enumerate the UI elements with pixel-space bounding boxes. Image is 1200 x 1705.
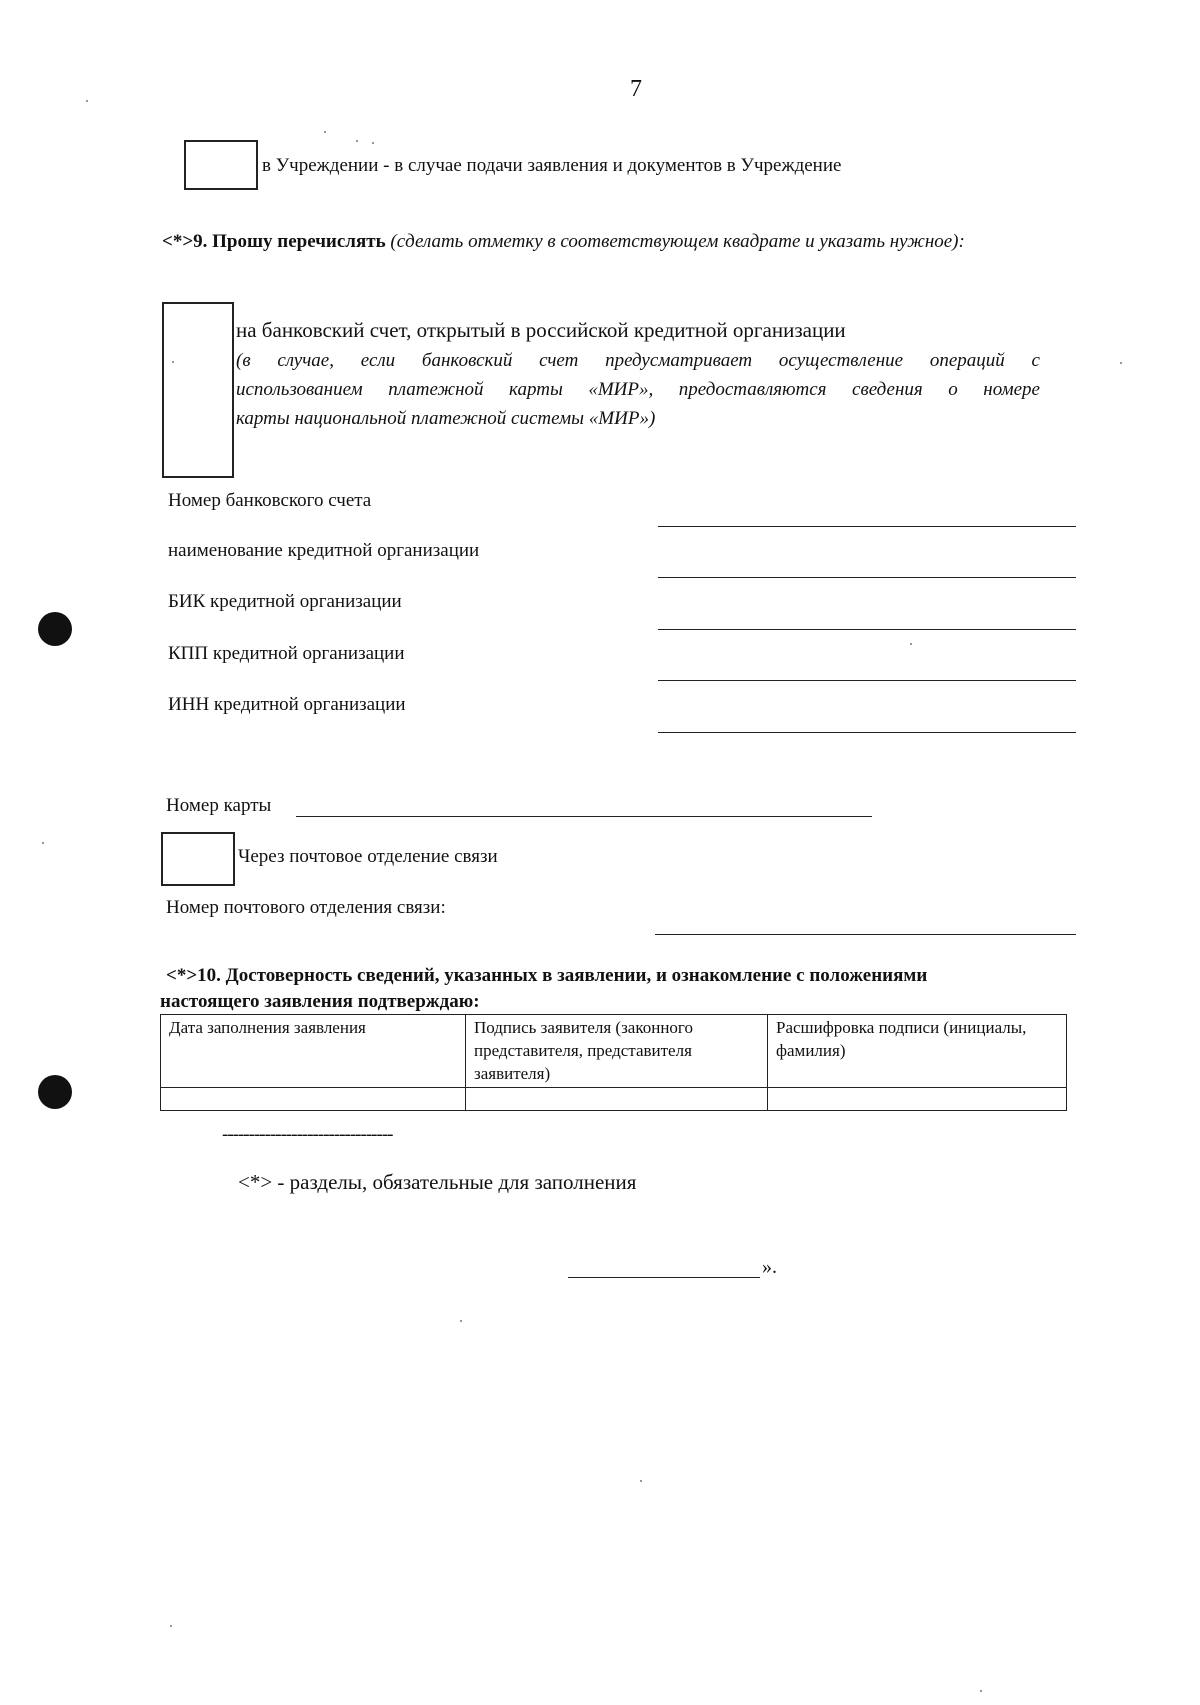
cell-date[interactable]	[161, 1088, 466, 1111]
cell-decryption[interactable]	[768, 1088, 1067, 1111]
section10-heading-line1: <*>10. Достоверность сведений, указанных в заявлении, и ознакомление с положениями	[166, 965, 928, 986]
field-label-kpp: КПП кредитной организации	[168, 643, 405, 664]
section9-heading-block	[162, 228, 1014, 255]
scan-speck	[910, 643, 912, 645]
field-label-account-number: Номер банковского счета	[168, 490, 372, 511]
header-decryption: Расшифровка подписи (инициалы, фамилия)	[768, 1015, 1067, 1088]
bank-account-checkbox[interactable]	[162, 302, 234, 478]
scan-speck	[356, 140, 358, 142]
footnote-separator: --------------------------------	[222, 1124, 393, 1145]
scan-speck	[980, 1690, 982, 1692]
institution-checkbox[interactable]	[184, 140, 258, 190]
field-label-bank-name: наименование кредитной организации	[168, 540, 480, 561]
post-office-number-label: Номер почтового отделения связи:	[166, 897, 446, 918]
field-label-inn: ИНН кредитной организации	[168, 694, 406, 715]
field-line-inn[interactable]	[658, 732, 1076, 733]
scan-speck	[324, 131, 326, 133]
field-label-bik: БИК кредитной организации	[168, 591, 402, 612]
card-number-line[interactable]	[296, 816, 872, 817]
bank-option-note-line1: (в случае, если банковский счет предусматривает осуществление операций с	[236, 350, 1040, 371]
scan-speck	[460, 1320, 462, 1322]
section9-note: (сделать отметку в соответствующем квадрате и указать нужное):	[390, 231, 965, 252]
scan-speck	[1120, 362, 1122, 364]
scan-speck	[172, 361, 174, 363]
bank-option-note-line2: использованием платежной карты «МИР», предоставляются сведения о номере	[236, 379, 1040, 400]
card-number-label: Номер карты	[166, 795, 272, 816]
scan-speck	[640, 1480, 642, 1482]
header-signature: Подпись заявителя (законного представителя, представителя заявителя)	[466, 1015, 768, 1088]
signature-table	[160, 1014, 1067, 1111]
field-line-bank-name[interactable]	[658, 577, 1076, 578]
closing-line[interactable]	[568, 1277, 760, 1278]
post-office-number-line[interactable]	[655, 934, 1076, 935]
signature-table-input-row	[161, 1088, 1067, 1111]
cell-signature[interactable]	[466, 1088, 768, 1111]
signature-table-header-row	[161, 1015, 1067, 1088]
field-line-kpp[interactable]	[658, 680, 1076, 681]
punch-hole-bottom	[38, 1075, 72, 1109]
post-office-checkbox[interactable]	[161, 832, 235, 886]
closing-quote: ».	[762, 1256, 777, 1278]
bank-option-label: на банковский счет, открытый в российской кредитной организации	[236, 318, 846, 342]
field-line-account-number[interactable]	[658, 526, 1076, 527]
scan-speck	[86, 100, 88, 102]
scan-speck	[170, 1625, 172, 1627]
header-date: Дата заполнения заявления	[161, 1015, 466, 1088]
section10-heading-line2: настоящего заявления подтверждаю:	[160, 991, 480, 1012]
bank-option-note-line3: карты национальной платежной системы «МИР»)	[236, 408, 656, 429]
post-office-label: Через почтовое отделение связи	[238, 846, 498, 867]
institution-option-label: в Учреждении - в случае подачи заявления и документов в Учреждение	[262, 155, 842, 176]
footnote-text: <*> - разделы, обязательные для заполнения	[238, 1170, 637, 1194]
scan-speck	[42, 842, 44, 844]
field-line-bik[interactable]	[658, 629, 1076, 630]
scan-speck	[372, 142, 374, 144]
section9-heading: <*>9. Прошу перечислять	[162, 231, 386, 252]
page-number: 7	[630, 76, 642, 102]
punch-hole-top	[38, 612, 72, 646]
